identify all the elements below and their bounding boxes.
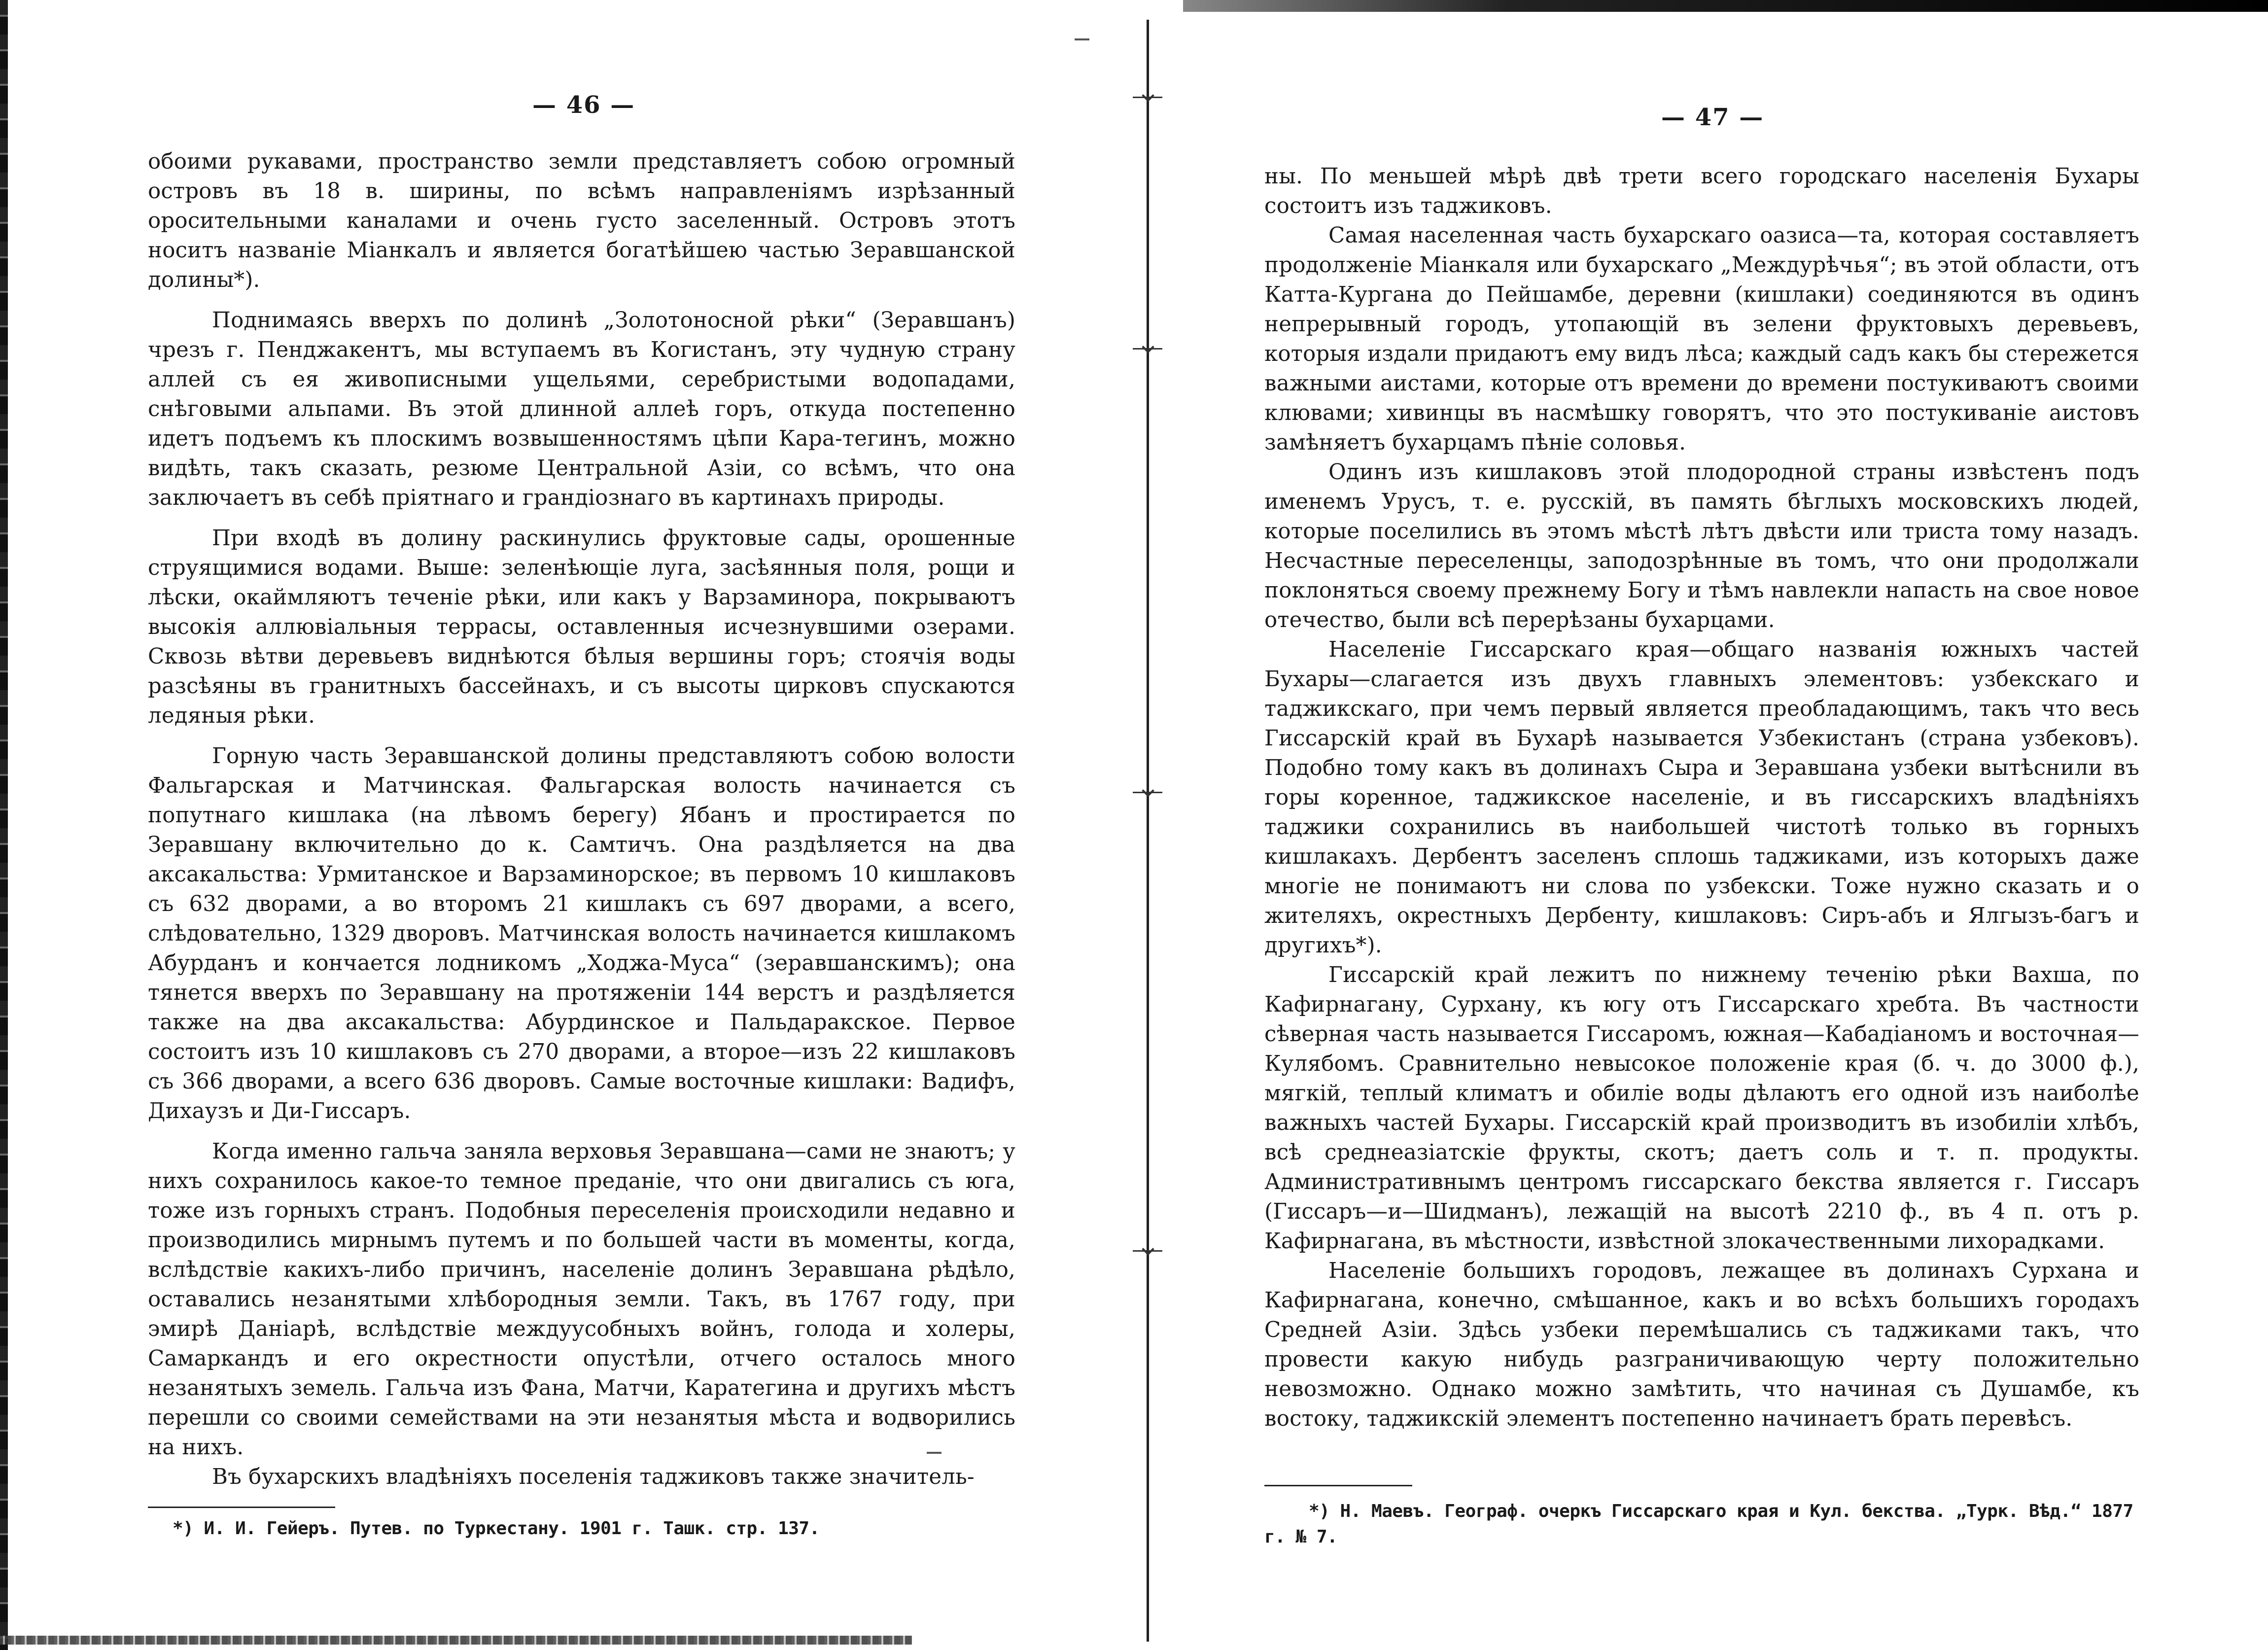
paragraph: Населеніе Гиссарскаго края—общаго названія южныхъ частей Бухары—слагается изъ двухъ главныхъ элементовъ: узбекскаго и таджикскаго, при чемъ первый является преобладающимъ, такъ что весь Гиссарскій край въ Бухарѣ называется Узбекистанъ (страна узбековъ). Подобно тому какъ въ долинахъ Сыра и Зеравшана узбеки вытѣснили въ горы коренное, таджикское населеніе, и въ гиссарскихъ владѣніяхъ таджики сохранились въ наибольшей чистотѣ только въ горныхъ кишлакахъ. Дербентъ заселенъ сплошь таджиками, изъ которыхъ даже многіе не понимаютъ ни слова по узбекски. Тоже нужно сказать и о жителяхъ, окрестныхъ Дербенту, кишлаковъ: Сиръ-абъ и Ялгызъ-багъ и другихъ*). [1264, 637, 2139, 958]
paragraph: ны. По меньшей мѣрѣ двѣ трети всего городскаго населенія Бухары состоитъ изъ таджиковъ. [1264, 164, 2139, 218]
paragraph: Одинъ изъ кишлаковъ этой плодородной страны извѣстенъ подъ именемъ Урусъ, т. е. русскій, въ память бѣглыхъ московскихъ людей, которые поселились въ этомъ мѣстѣ лѣтъ двѣсти или триста тому назадъ. Несчастные переселенцы, заподозрѣнные въ томъ, что они продолжали поклоняться своему прежнему Богу и тѣмъ навлекли напасть на свое новое отечество, были всѣ перерѣзаны бухарцами. [1264, 460, 2139, 632]
footnote-rule [1264, 1485, 1412, 1486]
footnote: *) И. И. Гейеръ. Путев. по Туркестану. 1901 г. Ташк. стр. 137. [173, 1518, 820, 1539]
paragraph: Поднимаясь вверхъ по долинѣ „Золотоносной рѣки“ (Зеравшанъ) чрезъ г. Пенджакентъ, мы вступаемъ въ Когистанъ, эту чудную страну аллей съ ея живописными ущельями, серебристыми водопадами, снѣговыми альпами. Въ этой длинной аллеѣ горъ, откуда постепенно идетъ подъемъ къ плоскимъ возвышенностямъ цѣпи Кара-тегинъ, можно видѣть, такъ сказать, резюме Центральной Азіи, со всѣмъ, что она заключаетъ въ себѣ пріятнаго и грандіознаго въ картинахъ природы. [148, 308, 1015, 510]
paragraph: При входѣ въ долину раскинулись фруктовые сады, орошенные струящимися водами. Выше: зеленѣющіе луга, засѣянныя поля, рощи и лѣски, окаймляютъ теченіе рѣки, или какъ у Варзаминора, покрываютъ высокія аллювіальныя террасы, оставленныя исчезнувшими озерами. Сквозь вѣтви деревьевъ виднѣются бѣлыя вершины горъ; стоячія воды разсѣяны въ гранитныхъ бассейнахъ, и съ высоты цирковъ спускаются ледяныя рѣки. [148, 526, 1015, 728]
footnote: *) Н. Маевъ. Географ. очеркъ Гиссарскаго края и Кул. бекства. „Турк. Вѣд.“ 1877 г. № 7. [1264, 1501, 2133, 1547]
page-number: — 46 — [532, 91, 635, 119]
paragraph: Горную часть Зеравшанской долины представляютъ собою волости Фальгарская и Матчинская. Фальгарская волость начинается съ попутнаго кишлака (на лѣвомъ берегу) Ябанъ и простирается по Зеравшану включительно до к. Самтичъ. Она раздѣляется на два аксакальства: Урмитанское и Варзаминорское; въ первомъ 10 кишлаковъ съ 632 дворами, а во второмъ 21 кишлакъ съ 697 дворами, а всего, слѣдовательно, 1329 дворовъ. Матчинская волость начинается кишлакомъ Абурданъ и кончается лодникомъ „Ходжа-Муса“ (зеравшанскимъ); она тянется вверхъ по Зеравшану на протяженіи 144 верстъ и раздѣляется также на два аксакальства: Абурдинское и Пальдаракское. Первое состоитъ изъ 10 кишлаковъ съ 270 дворами, а второе—изъ 22 кишлаковъ съ 366 дворами, а всего 636 дворовъ. Самые восточные кишлаки: Вадифъ, Дихаузъ и Ди-Гиссаръ. [148, 744, 1015, 1123]
paragraph: Гиссарскій край лежитъ по нижнему теченію рѣки Вахша, по Кафирнагану, Сурхану, къ югу отъ Гиссарскаго хребта. Въ частности сѣверная часть называется Гиссаромъ, южная—Кабадіаномъ и восточная—Кулябомъ. Сравнительно невысокое положеніе края (б. ч. до 3000 ф.), мягкій, теплый климатъ и обиліе воды дѣлаютъ его одной изъ наиболѣе важныхъ частей Бухары. Гиссарскій край производитъ въ изобиліи хлѣбъ, всѣ среднеазіатскіе фрукты, скотъ; даетъ соль и т. п. продукты. Административнымъ центромъ гиссарскаго бекства является г. Гиссаръ (Гиссаръ—и—Шидманъ), лежащій на высотѣ 2210 ф., въ 4 п. отъ р. Кафирнагана, въ мѣстности, извѣстной злокачественными лихорадками. [1264, 963, 2139, 1254]
page-number: — 47 — [1661, 104, 1764, 131]
footnote-rule [148, 1507, 335, 1508]
paragraph: Самая населенная часть бухарскаго оазиса—та, которая составляетъ продолженіе Міанкаля или бухарскаго „Междурѣчья“; въ этой области, отъ Катта-Кургана до Пейшамбе, деревни (кишлаки) соединяются въ одинъ непрерывный городъ, утопающій въ зелени фруктовыхъ деревьевъ, которыя издали придаютъ ему видъ лѣса; каждый садъ какъ бы стережется важными аистами, которые отъ времени до времени постукиваютъ своими клювами; хивинцы въ насмѣшку говорятъ, что это постукиваніе аистовъ замѣняетъ бухарцамъ пѣніе соловья. [1264, 223, 2139, 455]
paragraph: обоими рукавами, пространство земли представляетъ собою огромный островъ въ 18 в. ширины, по всѣмъ направленіямъ изрѣзанный оросительными каналами и очень густо заселенный. Островъ этотъ носитъ названіе Міанкалъ и является богатѣйшею частью Зеравшанской долины*). [148, 149, 1015, 292]
body-text [148, 147, 1015, 1492]
paragraph: Въ бухарскихъ владѣніяхъ поселенія таджиковъ также значитель- [212, 1465, 975, 1489]
paragraph: Когда именно гальча заняла верховья Зеравшана—сами не знаютъ; у нихъ сохранилось какое-то темное преданіе, что они двигались съ юга, тоже изъ горныхъ странъ. Подобныя переселенія происходили недавно и производились мирнымъ путемъ и по большей части въ моменты, когда, вслѣдствіе какихъ-либо причинъ, населеніе долинъ Зеравшана рѣдѣло, оставались незанятыми хлѣбородныя земли. Такъ, въ 1767 году, при эмирѣ Даніарѣ, вслѣдствіе междуусобныхъ войнъ, голода и холеры, Самаркандъ и его окрестности опустѣли, отчего осталось много незанятыхъ земель. Гальча изъ Фана, Матчи, Каратегина и другихъ мѣстъ перешли со своими семействами на эти незанятыя мѣста и водворились на нихъ. [148, 1139, 1015, 1460]
right-page [1149, 0, 2268, 1650]
body-text [1264, 162, 2139, 1434]
paragraph: Населеніе большихъ городовъ, лежащее въ долинахъ Сурхана и Кафирнагана, конечно, смѣшанное, какъ и во всѣхъ большихъ городахъ Средней Азіи. Здѣсь узбеки перемѣшались съ таджиками такъ, что провести какую нибудь разграничивающую черту положительно невозможно. Однако можно замѣтить, что начиная съ Душамбе, къ востоку, таджикскій элементъ постепенно начинаетъ брать перевѣсъ. [1264, 1259, 2139, 1431]
